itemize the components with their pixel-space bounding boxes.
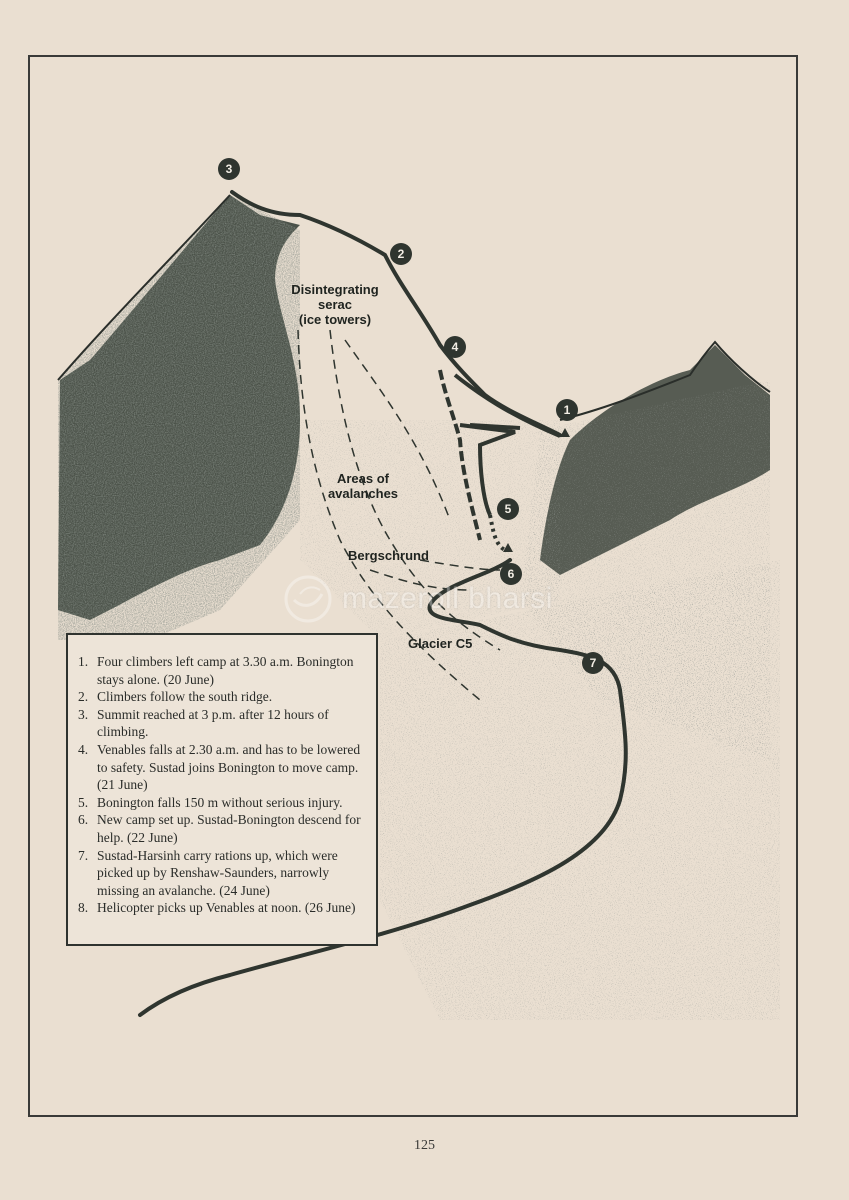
marker-1: 1 [556, 399, 578, 421]
bergschrund-label: Bergschrund [348, 548, 429, 563]
marker-4: 4 [444, 336, 466, 358]
legend-item: 5. Bonington falls 150 m without serious injury. [78, 794, 343, 810]
page-number: 125 [414, 1138, 435, 1153]
marker-2: 2 [390, 243, 412, 265]
legend-item: 6. New camp set up. Sustad-Bonington descend for help. (22 June) [78, 812, 361, 845]
legend-item: 7. Sustad-Harsinh carry rations up, which were picked up by Renshaw-Saunders, narrowly missing an avalanche. (24 June) [78, 847, 338, 898]
legend-item: 1. Four climbers left camp at 3.30 a.m. Bonington stays alone. (20 June) [78, 654, 354, 687]
legend-item: 3. Summit reached at 3 p.m. after 12 hours of climbing. [78, 706, 329, 740]
lower-slope-texture [380, 560, 780, 1020]
legend-box [66, 633, 378, 946]
watermark-text: mazeroll bharsi [342, 582, 553, 615]
serac-label: Disintegrating serac (ice towers) [291, 282, 379, 327]
legend-list [78, 653, 368, 917]
legend-item: 2. Climbers follow the south ridge. [78, 689, 273, 705]
marker-5: 5 [497, 498, 519, 520]
avalanche-area-label: Areas of avalanches [327, 471, 399, 501]
legend-item: 4. Venables falls at 2.30 a.m. and has to be lowered to safety. Sustad joins Bonington to move camp. (21 June) [78, 741, 361, 793]
marker-7: 7 [582, 652, 604, 674]
watermark-logo-icon [280, 574, 336, 624]
west-face-texture [58, 195, 300, 640]
marker-3: 3 [218, 158, 240, 180]
glacier-label: Glacier C5 [408, 636, 473, 651]
marker-6: 6 [500, 563, 522, 585]
legend-item: 8. Helicopter picks up Venables at noon. (26 June) [78, 900, 356, 916]
watermark [280, 574, 553, 624]
